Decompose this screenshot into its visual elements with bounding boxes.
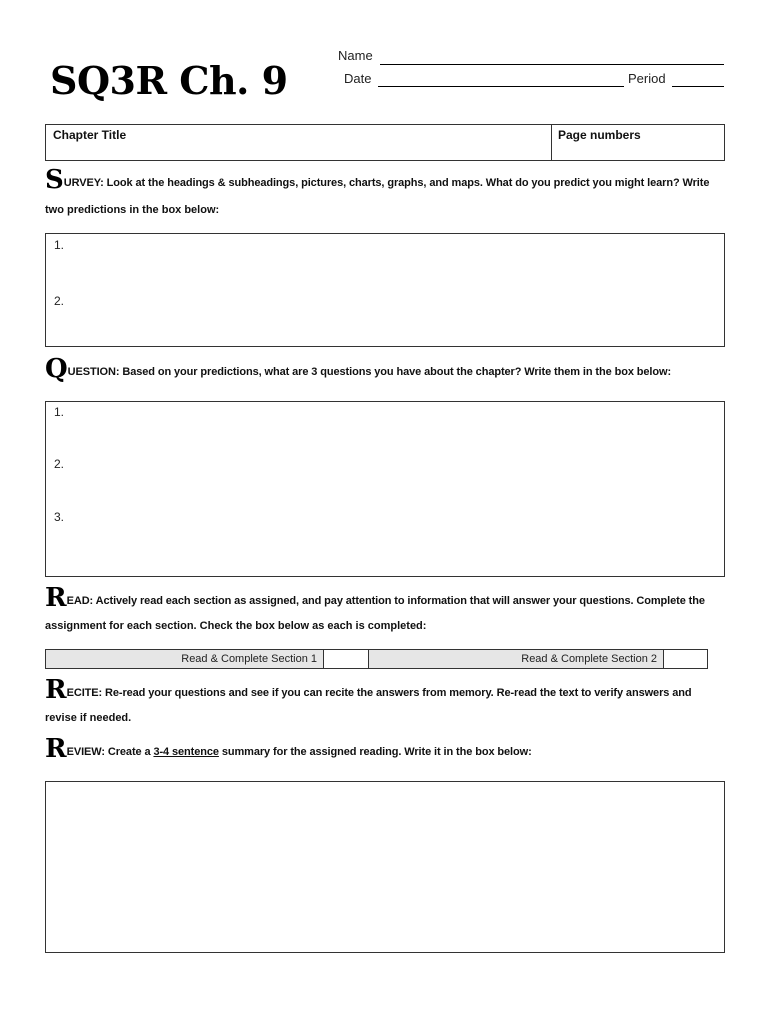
read-text-line1: EAD: Actively read each section as assigned, and pay attention to information that will answer your questions. Complete the xyxy=(66,595,705,607)
question-text-line1: UESTION: Based on your predictions, what are 3 questions you have about the chapter? Write them in the box below: xyxy=(67,366,672,378)
read-instructions xyxy=(45,585,705,611)
recite-initial: R xyxy=(45,675,67,705)
review-instructions xyxy=(45,736,532,762)
survey-initial: S xyxy=(45,165,64,195)
chapter-info-table xyxy=(45,124,725,161)
question-instructions xyxy=(45,356,671,382)
recite-instructions xyxy=(45,677,691,703)
survey-item-1: 1. xyxy=(54,238,65,252)
read-checklist xyxy=(45,649,708,669)
checklist-checkbox-1[interactable] xyxy=(324,650,369,668)
read-initial: R xyxy=(45,583,67,613)
question-answer-box[interactable] xyxy=(45,401,725,577)
review-text-suffix: summary for the assigned reading. Write it in the box below: xyxy=(218,746,532,758)
chapter-title-label[interactable]: Chapter Title xyxy=(53,128,127,142)
review-text-prefix: EVIEW: Create a xyxy=(66,746,154,758)
date-label: Date xyxy=(344,71,372,86)
checklist-checkbox-2[interactable] xyxy=(664,650,707,668)
read-text-line2: assignment for each section. Check the box below as each is completed: xyxy=(45,620,427,632)
review-summary-box[interactable] xyxy=(45,781,725,953)
period-label: Period xyxy=(628,71,666,86)
checklist-label-1: Read & Complete Section 1 xyxy=(46,650,324,668)
review-initial: R xyxy=(45,734,67,764)
chapter-table-divider xyxy=(551,125,552,160)
checklist-label-2: Read & Complete Section 2 xyxy=(369,650,664,668)
question-item-2: 2. xyxy=(54,457,65,471)
period-field[interactable] xyxy=(672,86,724,87)
question-initial: Q xyxy=(45,354,68,384)
question-item-3: 3. xyxy=(54,510,65,524)
page-numbers-label[interactable]: Page numbers xyxy=(558,128,641,142)
date-field[interactable] xyxy=(378,86,624,87)
survey-instructions xyxy=(45,167,709,193)
page-title: SQ3R Ch. 9 xyxy=(50,58,288,103)
name-label: Name xyxy=(338,48,373,63)
survey-item-2: 2. xyxy=(54,294,65,308)
survey-answer-box[interactable] xyxy=(45,233,725,347)
recite-text-line2: revise if needed. xyxy=(45,712,132,724)
question-item-1: 1. xyxy=(54,405,65,419)
review-text-underlined: 3-4 sentence xyxy=(153,746,219,758)
recite-text-line1: ECITE: Re-read your questions and see if you can recite the answers from memory. Re-read the text to verify answers and xyxy=(66,687,692,699)
survey-text-line1: URVEY: Look at the headings & subheadings, pictures, charts, graphs, and maps. What do you predict you might learn? Write xyxy=(63,177,710,189)
name-field[interactable] xyxy=(380,64,724,65)
survey-text-line2: two predictions in the box below: xyxy=(45,204,220,216)
